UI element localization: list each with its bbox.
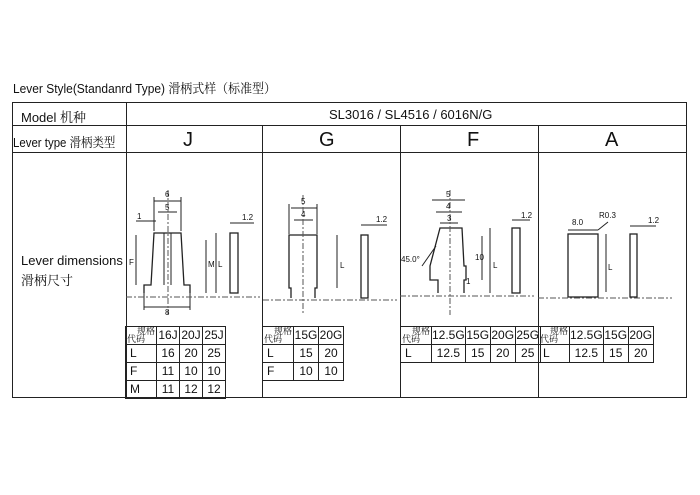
dim-l-label: L [493,261,498,270]
dim-thickness: 1.2 [648,216,660,225]
dim-thickness: 1.2 [521,211,533,220]
cell: 20 [180,345,203,363]
col-header: 25G [515,327,540,345]
dim-gap: 1 [466,277,471,286]
lever-j-drawing [126,185,260,317]
table-row [263,345,344,363]
hdr-cell: 规格 代码 [127,326,155,344]
cell: 15 [465,345,490,363]
spec-table-a [538,326,654,363]
dim-width-mid: 4 [446,202,451,211]
lever-g-drawing [263,190,397,317]
col-header: 20G [628,327,653,345]
cell: 25 [515,345,540,363]
row-divider [13,152,686,153]
lever-f-drawing [400,188,534,317]
dim-width-outer: 6 [165,190,170,199]
row-code: F [126,363,157,381]
row-code: L [263,345,294,363]
dim-f-label: F [129,258,134,267]
dim-base-width: 8 [165,308,170,317]
lever-a-drawing [538,192,672,317]
dim-width-inner: 5 [165,203,170,212]
lever-type-label: Lever type 滑柄类型 [13,135,116,150]
col-header: 12.5G [570,327,604,345]
type-header-f: F [467,129,480,151]
row-code: F [263,363,294,381]
type-header-g: G [319,129,335,151]
cell: 10 [294,363,319,381]
cell: 20 [628,345,653,363]
cell: 10 [319,363,344,381]
hdr-cell: 规格 代码 [264,326,292,344]
cell: 11 [157,381,180,399]
cell: 20 [319,345,344,363]
table-row [126,345,226,363]
col-header: 25J [203,327,226,345]
row-code: M [126,381,157,399]
cell: 15 [294,345,319,363]
dim-width: 8.0 [572,218,584,227]
cell: 20 [490,345,515,363]
lever-dimensions-label-cn: 滑柄尺寸 [21,273,74,288]
cell: 10 [180,363,203,381]
dim-radius: R0.3 [599,211,616,220]
cell: 12 [180,381,203,399]
col-header: 16J [157,327,180,345]
dim-m-label: M [208,260,215,269]
cell: 16 [157,345,180,363]
cell: 15 [603,345,628,363]
cell: 10 [203,363,226,381]
cell: 25 [203,345,226,363]
lever-dimensions-label-en: Lever dimensions [21,253,123,268]
table-row [401,345,541,363]
dim-width-outer: 5 [446,190,451,199]
hdr-cell: 规格 代码 [540,326,568,344]
dim-width-outer: 5 [301,197,306,206]
col-header: 20J [180,327,203,345]
cell: 12 [203,381,226,399]
col-header: 15G [294,327,319,345]
dim-thickness: 1.2 [376,215,388,224]
row-code: L [126,345,157,363]
table-row [126,381,226,399]
spec-table-g [262,326,344,381]
col-header: 15G [465,327,490,345]
col-header: 12.5G [432,327,466,345]
table-row [263,363,344,381]
dim-thickness: 1.2 [242,213,254,222]
dim-l-label: L [340,261,345,270]
dim-width-inner: 3 [447,214,452,223]
table-row [539,345,654,363]
page-title: Lever Style(Standanrd Type) 滑柄式样（标准型） [13,81,276,96]
spec-table-j [125,326,226,399]
table-row [126,363,226,381]
col-header: 15G [603,327,628,345]
dim-l-label: L [218,260,223,269]
spec-table-f [400,326,541,363]
col-header: 20G [490,327,515,345]
row-divider [13,125,686,126]
hdr-cell: 规格 代码 [402,326,430,344]
type-header-j: J [183,129,193,151]
cell: 12.5 [432,345,466,363]
cell: 12.5 [570,345,604,363]
dim-l-label: L [608,263,613,272]
cell: 11 [157,363,180,381]
row-code: L [539,345,570,363]
dim-height: 10 [475,253,484,262]
model-value: SL3016 / SL4516 / 6016N/G [329,107,493,122]
dim-angle: 45.0° [401,255,420,264]
model-label: Model 机种 [21,110,87,125]
dim-gap: 1 [137,212,142,221]
row-code: L [401,345,432,363]
type-header-a: A [605,129,619,151]
dim-width-inner: 4 [301,210,306,219]
col-header: 20G [319,327,344,345]
